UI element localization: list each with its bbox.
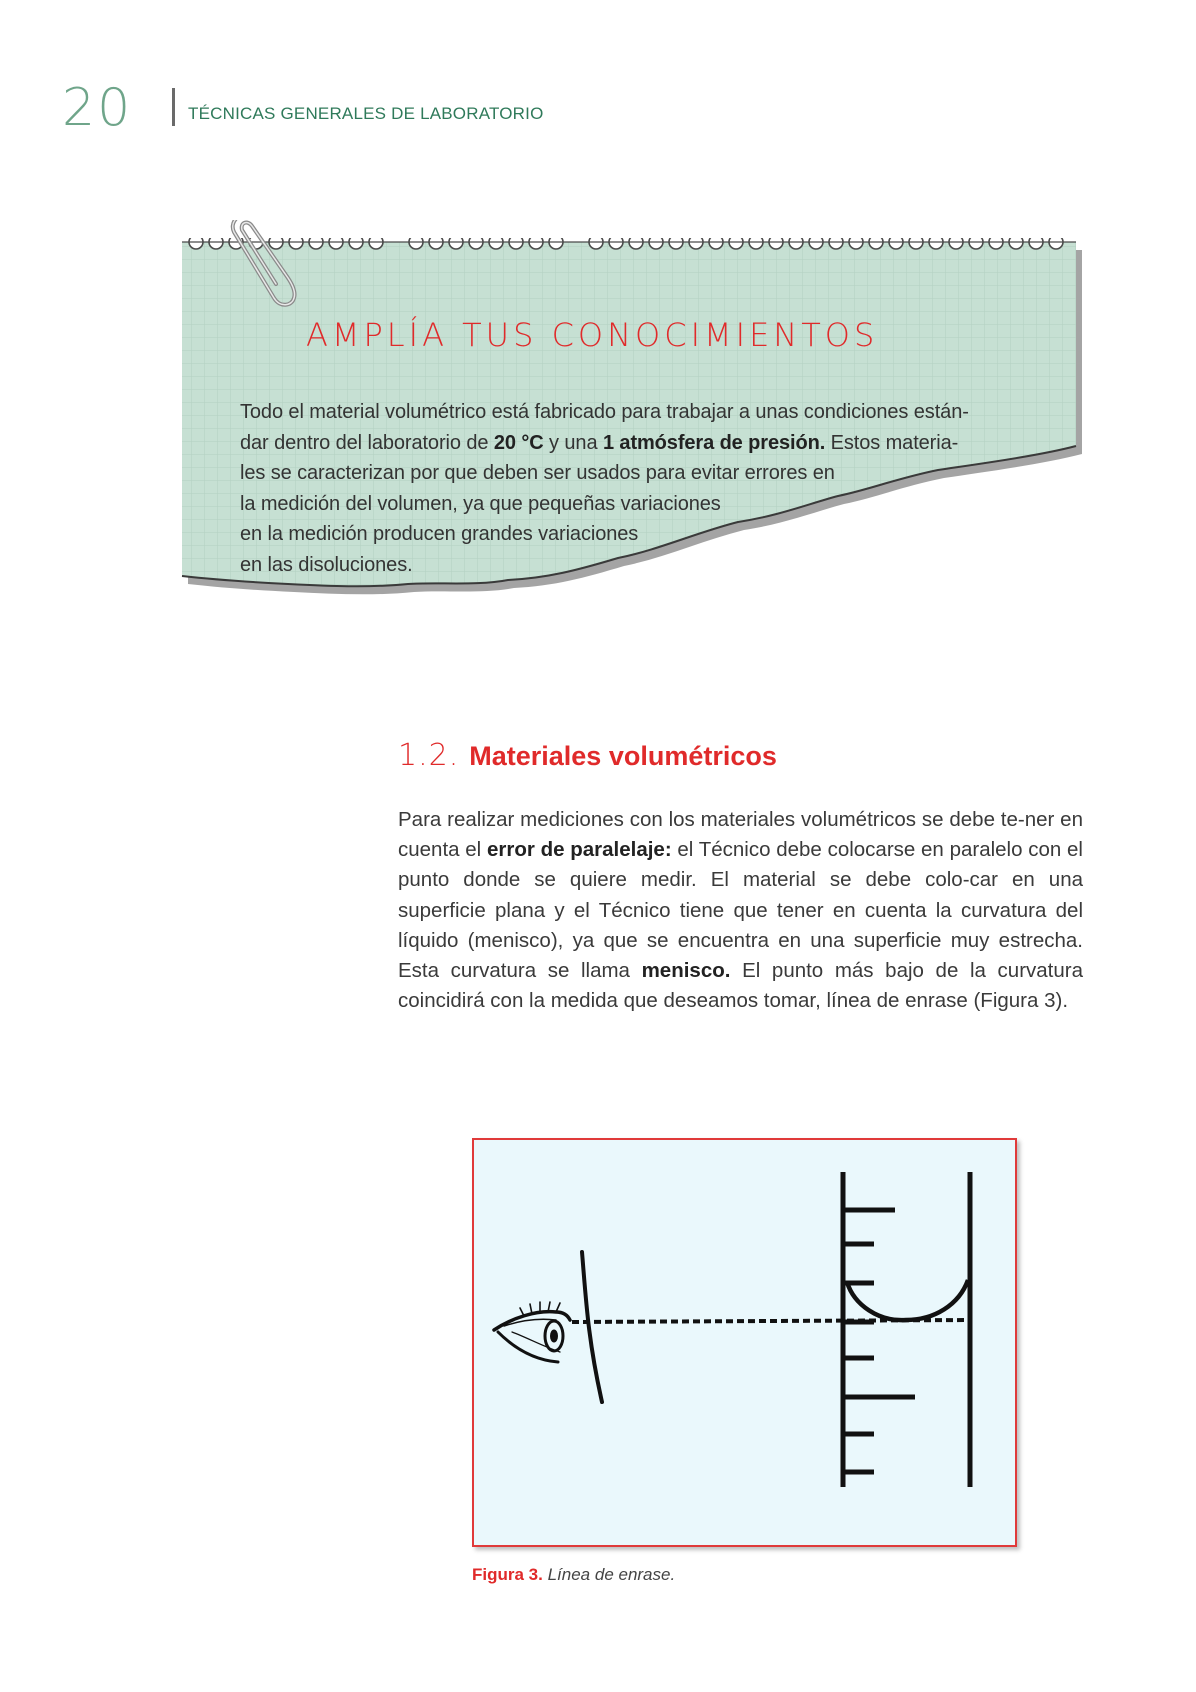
page-number: 20: [62, 78, 133, 138]
meniscus-curve: [847, 1280, 968, 1320]
section-title-text: Materiales volumétricos: [469, 741, 777, 771]
figure-3-illustration: [472, 1138, 1017, 1547]
graduated-cylinder: [843, 1172, 970, 1487]
chapter-title: TÉCNICAS GENERALES DE LABORATORIO: [188, 104, 544, 123]
section-paragraph: Para realizar mediciones con los materiales volumétricos se debe te-ner en cuenta el error de paralelaje: el Técnico debe colocarse en paralelo con el punto donde se quiere medir. El material se debe colo-car en una superficie plana y el Técnico tiene que tener en cuenta la curvatura del líquido (menisco), ya que se encuentra en una superficie muy estrecha. Esta curvatura se llama menisco. El punto más bajo de la curvatura coincidirá con la medida que deseamos tomar, línea de enrase (Figura 3).: [398, 808, 1083, 1013]
figure-caption: [472, 1565, 675, 1585]
note-line: les se caracterizan por que deben ser usados para evitar errores en: [240, 462, 835, 484]
figure-caption-text: Línea de enrase.: [547, 1565, 676, 1584]
note-line: la medición del volumen, ya que pequeñas variaciones: [240, 492, 721, 515]
info-note: [178, 220, 1083, 640]
note-line: Todo el material volumétrico está fabricado para trabajar a unas condiciones están-: [240, 401, 969, 423]
section-heading: [398, 738, 777, 773]
meniscus-diagram: [474, 1140, 1015, 1545]
note-title: AMPLÍA TUS CONOCIMIENTOS: [306, 316, 879, 354]
note-line: dar dentro del laboratorio de 20 °C y una 1 atmósfera de presión. Estos materia-: [240, 431, 959, 454]
section-number: 1.2.: [398, 738, 460, 773]
figure-label: Figura 3.: [472, 1565, 543, 1584]
page-header: [62, 78, 662, 138]
header-divider: [172, 88, 175, 126]
note-line: en las disoluciones.: [240, 553, 413, 576]
eye-icon: [494, 1252, 602, 1402]
note-line: en la medición producen grandes variaciones: [240, 523, 639, 545]
note-text: [240, 397, 1040, 580]
